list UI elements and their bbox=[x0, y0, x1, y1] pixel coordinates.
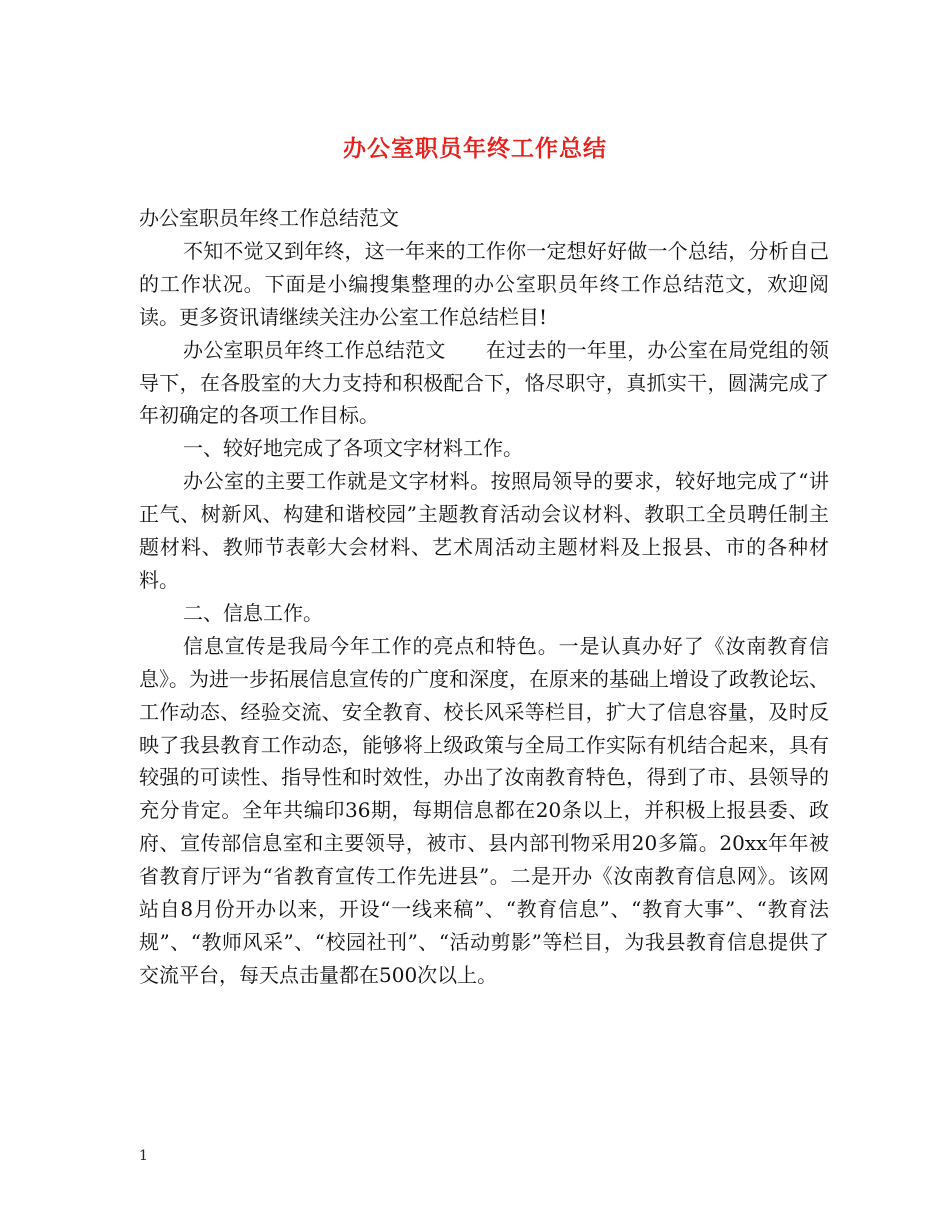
paragraph-section-2: 信息宣传是我局今年工作的亮点和特色。一是认真办好了《汝南教育信息》。为进一步拓展信息宣传的广度和深度，在原来的基础上增设了政教论坛、工作动态、经验交流、安全教育、校长风采等栏目，扩大了信息容量，及时反映了我县教育工作动态，能够将上级政策与全局工作实际有机结合起来，具有较强的可读性、指导性和时效性，办出了汝南教育特色，得到了市、县领导的充分肯定。全年共编印36期，每期信息都在20条以上，并积极上报县委、政府、宣传部信息室和主要领导，被市、县内部刊物采用20多篇。20xx年年被省教育厅评为“省教育宣传工作先进县”。二是开办《汝南教育信息网》。该网站自8月份开办以来，开设“一线来稿”、“教育信息”、“教育大事”、“教育法规”、“教师风采”、“校园社刊”、“活动剪影”等栏目，为我县教育信息提供了交流平台，每天点击量都在500次以上。 bbox=[139, 633, 829, 987]
document-title: 办公室职员年终工作总结 bbox=[343, 136, 607, 162]
document-body bbox=[139, 202, 829, 992]
page-number: 1 bbox=[139, 1148, 148, 1164]
document-subtitle: 办公室职员年终工作总结范文 bbox=[139, 206, 399, 230]
section-heading-2: 二、信息工作。 bbox=[183, 600, 323, 625]
paragraph-intro: 不知不觉又到年终，这一年来的工作你一定想好好做一个总结，分析自己的工作状况。下面是小编搜集整理的办公室职员年终工作总结范文，欢迎阅读。更多资讯请继续关注办公室工作总结栏目! bbox=[139, 238, 829, 329]
paragraph-overview: 办公室职员年终工作总结范文 在过去的一年里，办公室在局党组的领导下，在各股室的大力支持和积极配合下，恪尽职守，真抓实干，圆满完成了年初确定的各项工作目标。 bbox=[139, 337, 829, 428]
paragraph-section-1: 办公室的主要工作就是文字材料。按照局领导的要求，较好地完成了“讲正气、树新风、构建和谐校园”主题教育活动会议材料、教职工全员聘任制主题材料、教师节表彰大会材料、艺术周活动主题材料及上报县、市的各种材料。 bbox=[139, 469, 829, 592]
section-heading-1: 一、较好地完成了各项文字材料工作。 bbox=[183, 436, 523, 461]
